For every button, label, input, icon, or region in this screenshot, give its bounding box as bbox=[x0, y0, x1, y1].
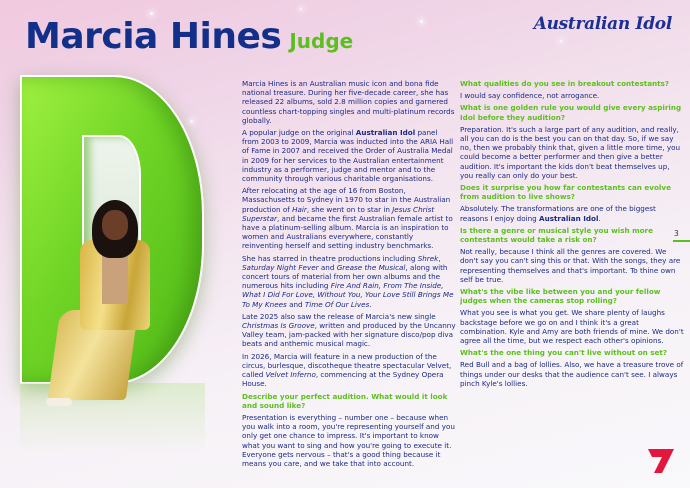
hero-image bbox=[20, 75, 210, 405]
bio-text: She has starred in theatre productions including bbox=[242, 253, 418, 263]
sparkle-decoration bbox=[560, 40, 562, 42]
answer: Red Bull and a bag of lollies. Also, we have a treasure trove of things under our desks that the audience can't see. I always pinch Kyle's lollies. bbox=[460, 360, 684, 388]
song-title: Time Of Our Lives bbox=[304, 299, 370, 309]
show-name: Australian Idol bbox=[539, 213, 599, 223]
person-photo bbox=[42, 200, 162, 415]
shoe bbox=[46, 398, 72, 406]
bio-text: In 2026, Marcia will feature in a new production of the circus, burlesque, discotheque theatre spectacular Velvet, called bbox=[242, 351, 452, 380]
bio-text: and bbox=[318, 262, 337, 272]
bio-paragraph bbox=[242, 128, 456, 183]
qa-column bbox=[460, 79, 684, 391]
answer: Preparation. It's such a large part of any audition, and really, all you can do is the best you can on that day. So, if we say no, then we probably think that, given a little more time, you could become a better performer and then give a better audition. It's important the kids don't beat themselves up, you really can only do your best. bbox=[460, 124, 681, 180]
question: Is there a genre or musical style you wish more contestants would take a risk on? bbox=[460, 225, 653, 245]
bio-paragraph bbox=[242, 79, 456, 125]
bio-text: , along with concert tours of material from her own albums and the numerous hits including bbox=[242, 262, 448, 291]
bio-text: , and became the first Australian female artist to have a platinum-selling album. Marcia is an inspiration to women and Australians everywhere, constantly reinventing herself and setting industry benchmarks. bbox=[242, 213, 453, 251]
bio-text: , she went on to star in bbox=[306, 204, 393, 214]
sparkle-decoration bbox=[300, 8, 302, 10]
seven-network-logo-icon bbox=[646, 445, 676, 475]
answer bbox=[460, 204, 684, 222]
bio-text: . bbox=[369, 299, 372, 309]
song-titles: Fire And Rain, From The Inside, What I Did For Love, Without You, Your Love Still Brings Me To My Knees bbox=[242, 281, 454, 309]
answer: I would say confidence, not arrogance. bbox=[460, 91, 600, 101]
production-title: Saturday Night Fever bbox=[242, 262, 319, 272]
page-number: 3 bbox=[674, 229, 679, 238]
single-title: Christmas Is Groove bbox=[242, 321, 315, 331]
answer: What you see is what you get. We share plenty of laughs backstage before we go on and I think it's a great combination. Kyle and Amy are both friends of mine. We don't agree all the time, but we respect each other's opinions. bbox=[460, 308, 684, 346]
production-title: Grease the Musical bbox=[336, 262, 406, 272]
question: What's the one thing you can't live without on set? bbox=[460, 348, 668, 358]
question: What qualities do you see in breakout contestants? bbox=[460, 79, 670, 88]
production-title: Jesus Christ Superstar bbox=[242, 204, 435, 223]
sparkle-decoration bbox=[150, 12, 153, 15]
page-title: Marcia Hines bbox=[25, 16, 282, 57]
answer-text: Absolutely. The transformations are one of the biggest reasons I enjoy doing bbox=[460, 204, 656, 223]
question: Does it surprise you how far contestants can evolve from audition to live shows? bbox=[460, 183, 671, 202]
answer-text: . bbox=[598, 213, 601, 223]
page-number-underline bbox=[673, 240, 690, 242]
production-title: Shrek bbox=[417, 253, 439, 263]
australian-idol-logo-icon: Australian Idol bbox=[533, 14, 672, 34]
answer: Not really, because I think all the genres are covered. We don't say you can't sing this or that. With the songs, they are representing themselves and that's important. To thine own self be true. bbox=[460, 247, 681, 284]
bio-text: , bbox=[438, 253, 441, 263]
bio-text: A popular judge on the original bbox=[242, 128, 356, 138]
title-block bbox=[25, 16, 353, 57]
question: What is one golden rule you would give every aspiring Idol before they audition? bbox=[460, 103, 682, 122]
question: Describe your perfect audition. What would it look and sound like? bbox=[242, 391, 448, 410]
sparkle-decoration bbox=[420, 20, 423, 23]
page-subtitle: Judge bbox=[289, 29, 354, 53]
bio-text: Marcia Hines is an Australian music icon and bona fide national treasure. During her five-decade career, she has released 22 albums, sold 2.8 million copies and garnered countless chart-topping singles and multi-platinum records globally. bbox=[242, 79, 455, 125]
bio-text: and bbox=[286, 299, 305, 309]
bio-paragraph bbox=[242, 254, 456, 309]
bio-paragraph bbox=[242, 186, 456, 250]
production-title: Velvet Inferno bbox=[265, 370, 316, 380]
show-name: Australian Idol bbox=[355, 128, 416, 138]
face bbox=[102, 210, 128, 240]
bio-text: , written and produced by the Uncanny Valley team, jam-packed with her signature disco/pop diva beats and anthemic musical magic. bbox=[242, 321, 456, 349]
bio-text: Late 2025 also saw the release of Marcia's new single bbox=[242, 311, 436, 321]
bio-paragraph bbox=[242, 352, 456, 389]
bio-text: panel from 2003 to 2009, Marcia was inducted into the ARIA Hall of Fame in 2007 and received the Order of Australia Medal in 2009 for her services to the Australian entertainment industry as a performer, judge and mentor and to the community through various charitable organisations. bbox=[242, 128, 454, 184]
bio-text: , commencing at the Sydney Opera House. bbox=[242, 370, 444, 389]
answer: Presentation is everything – number one – because when you walk into a room, you're representing yourself and you only get one chance to impress. It's important to know what you want to sing and how you're going to execute it. Everyone gets nervous – that's a good thing because it means you care, and we take that into account. bbox=[242, 412, 455, 468]
bio-column bbox=[242, 79, 456, 471]
bio-text: After relocating at the age of 16 from Boston, Massachusetts to Sydney in 1970 to star in the Australian production of bbox=[242, 186, 451, 214]
production-title: Hair bbox=[292, 204, 307, 214]
question: What's the vibe like between you and your fellow judges when the cameras stop rolling? bbox=[460, 287, 661, 306]
bio-paragraph bbox=[242, 312, 456, 349]
